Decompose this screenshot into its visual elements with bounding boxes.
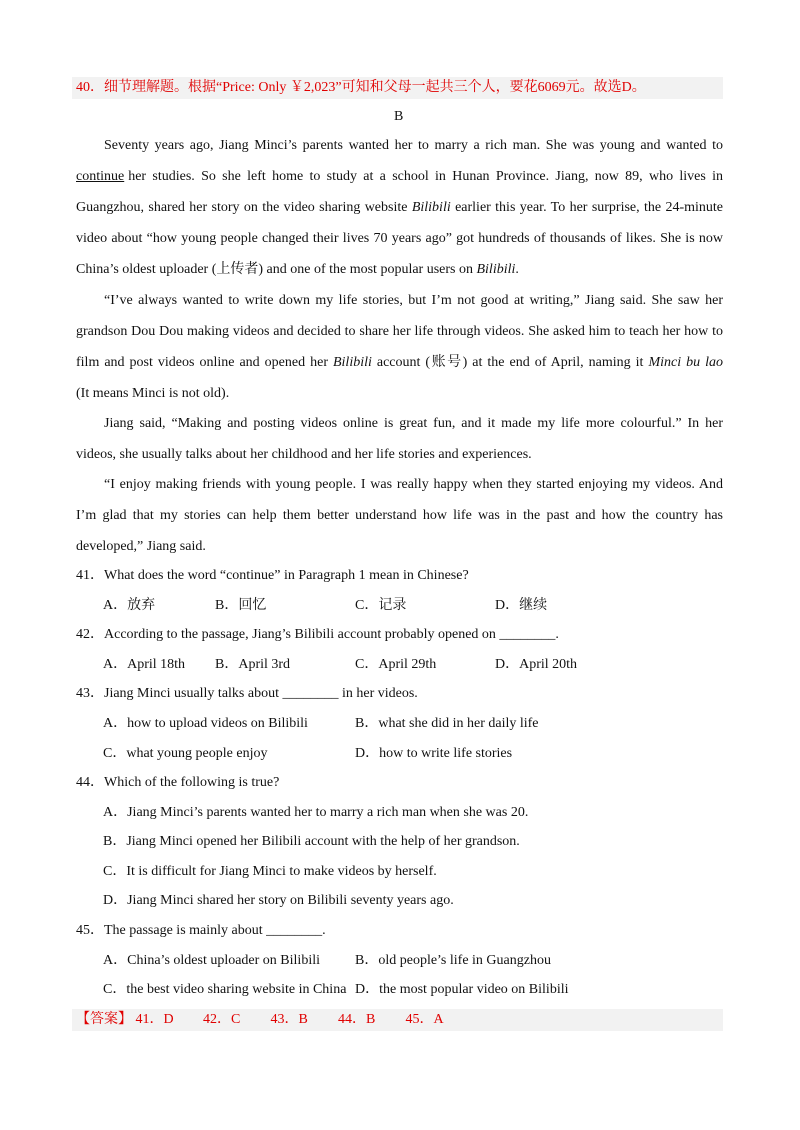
passage-line: “I enjoy making friends with young people. I was really happy when they started enjoying my videos. And xyxy=(104,477,723,492)
q44-option-d: D．Jiang Minci shared her story on Bilibili seventy years ago. xyxy=(103,893,454,908)
question-41-stem: 41．What does the word “continue” in Paragraph 1 mean in Chinese? xyxy=(76,568,469,583)
answer-label: 【答案】 xyxy=(76,1012,132,1027)
q41-option-a: A．放弃 xyxy=(103,598,156,613)
q42-option-b: B．April 3rd xyxy=(215,657,291,672)
passage-text: her studies. So she left home to study at a school in Hunan Province. Jiang, now 89, who lives in xyxy=(128,169,723,184)
q45-option-a: A．China’s oldest uploader on Bilibili xyxy=(103,953,320,968)
answer-line xyxy=(76,1010,470,1030)
passage-text: Guangzhou, shared her story on the video sharing website xyxy=(76,200,412,215)
passage-line xyxy=(76,198,723,218)
passage-line xyxy=(76,353,723,373)
answer-42: 42．C xyxy=(203,1012,241,1027)
q43-option-d: D．how to write life stories xyxy=(355,746,513,761)
question-45-stem: 45．The passage is mainly about ________. xyxy=(76,923,326,938)
q45-option-c: C．the best video sharing website in China xyxy=(103,982,347,997)
section-label: B xyxy=(394,109,404,124)
passage-text: film and post videos online and opened her xyxy=(76,355,333,370)
answer-45: 45．A xyxy=(405,1012,444,1027)
passage-line xyxy=(76,167,723,187)
q41-option-b: B．回忆 xyxy=(215,598,267,613)
q42-option-c: C．April 29th xyxy=(355,657,437,672)
question-42-stem: 42．According to the passage, Jiang’s Bilibili account probably opened on ________. xyxy=(76,627,559,642)
q43-option-b: B．what she did in her daily life xyxy=(355,716,539,731)
passage-text: . xyxy=(515,262,519,277)
italic-term: Minci bu lao xyxy=(648,355,723,370)
passage-line: (It means Minci is not old). xyxy=(76,386,230,401)
answer-41: 41．D xyxy=(135,1012,174,1027)
italic-term: Bilibili xyxy=(411,200,451,215)
passage-line: developed,” Jiang said. xyxy=(76,539,206,554)
answer-43: 43．B xyxy=(270,1012,308,1027)
italic-term: Bilibili xyxy=(332,355,372,370)
q41-option-c: C．记录 xyxy=(355,598,407,613)
passage-line: “I’ve always wanted to write down my life stories, but I’m not good at writing,” Jiang said. She saw her xyxy=(104,293,723,308)
passage-line: video about “how young people changed their lives 70 years ago” got hundreds of thousands of likes. She is now xyxy=(76,231,723,246)
answer-44: 44．B xyxy=(338,1012,376,1027)
q43-option-c: C．what young people enjoy xyxy=(103,746,268,761)
passage-line xyxy=(76,260,519,280)
q44-option-a: A．Jiang Minci’s parents wanted her to marry a rich man when she was 20. xyxy=(103,805,529,820)
q44-option-b: B．Jiang Minci opened her Bilibili account with the help of her grandson. xyxy=(103,834,520,849)
q42-option-a: A．April 18th xyxy=(103,657,186,672)
passage-text: account (账号) at the end of April, naming it xyxy=(371,355,649,370)
underlined-word: continue xyxy=(76,169,125,184)
q45-option-b: B．old people’s life in Guangzhou xyxy=(355,953,551,968)
analysis-40: 40．细节理解题。根据“Price: Only ￥2,023”可知和父母一起共三个人，要花6069元。故选D。 xyxy=(76,80,646,95)
q41-option-d: D．继续 xyxy=(495,598,548,613)
passage-line: Jiang said, “Making and posting videos online is great fun, and it made my life more colourful.” In her xyxy=(104,416,723,431)
q42-option-d: D．April 20th xyxy=(495,657,578,672)
question-44-stem: 44．Which of the following is true? xyxy=(76,775,280,790)
question-43-stem: 43．Jiang Minci usually talks about ________ in her videos. xyxy=(76,686,418,701)
q43-option-a: A．how to upload videos on Bilibili xyxy=(103,716,308,731)
passage-line: Seventy years ago, Jiang Minci’s parents wanted her to marry a rich man. She was young and wanted to xyxy=(104,138,723,153)
italic-term: Bilibili xyxy=(476,262,516,277)
passage-line: videos, she usually talks about her childhood and her life stories and experiences. xyxy=(76,447,532,462)
passage-text: earlier this year. To her surprise, the 24-minute xyxy=(450,200,724,215)
passage-text: China’s oldest uploader (上传者) and one of the most popular users on xyxy=(76,262,477,277)
passage-line: I’m glad that my stories can help them better understand how life was in the past and how the country has xyxy=(76,508,723,523)
passage-line: grandson Dou Dou making videos and decided to share her life through videos. She asked him to teach her how to xyxy=(76,324,723,339)
q44-option-c: C．It is difficult for Jiang Minci to make videos by herself. xyxy=(103,864,437,879)
q45-option-d: D．the most popular video on Bilibili xyxy=(355,982,569,997)
